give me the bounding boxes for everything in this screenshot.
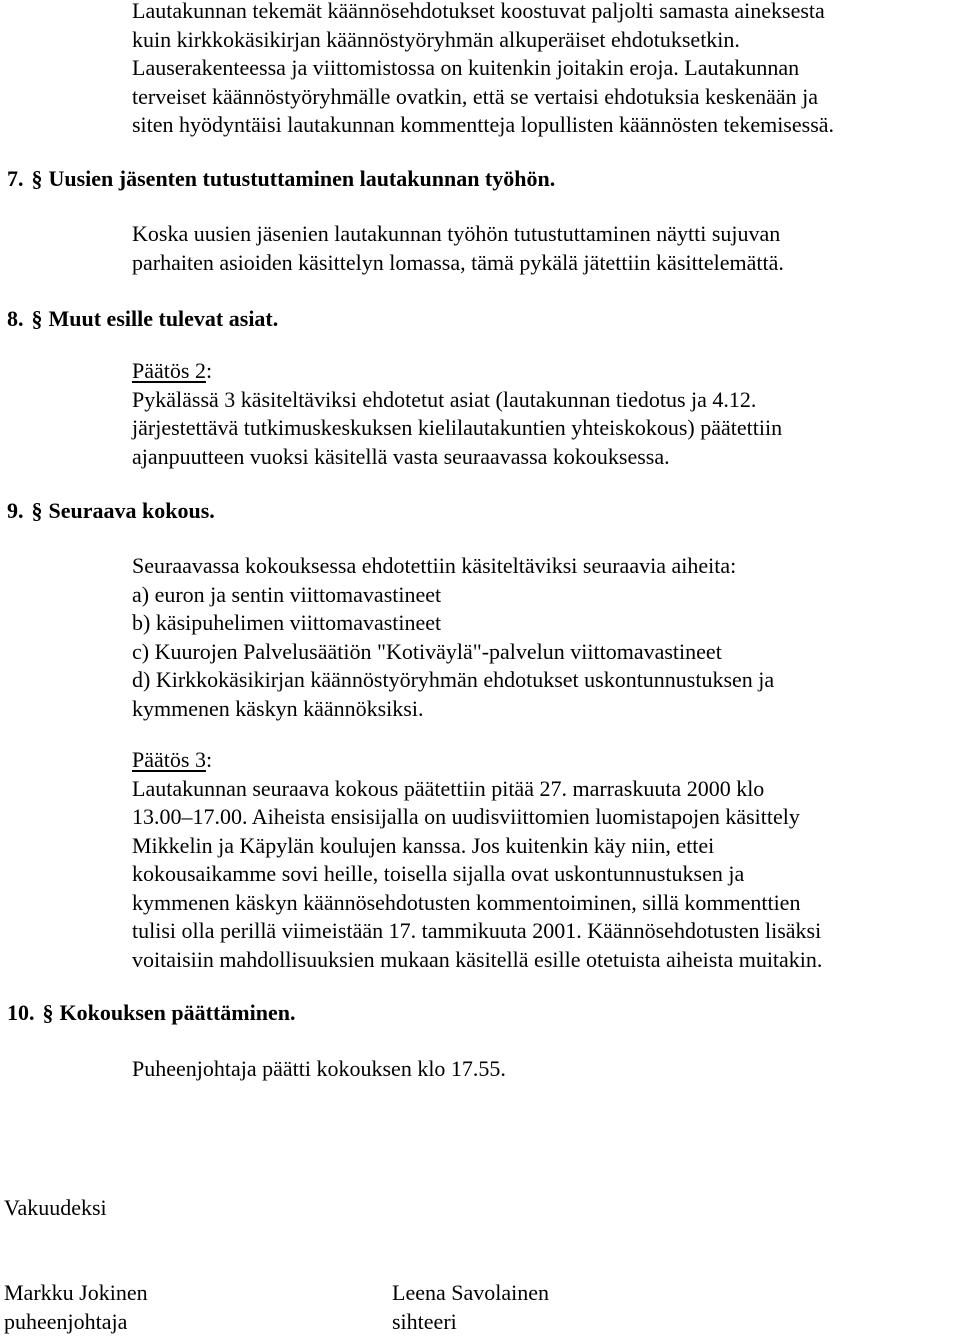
topic-item: a) euron ja sentin viittomavastineet [132,581,952,610]
body-line: 13.00–17.00. Aiheista ensisijalla on uudisviittomien luomistapojen käsittely [132,803,952,832]
body-line: tulisi olla perillä viimeistään 17. tammikuuta 2001. Käännösehdotusten lisäksi [132,917,952,946]
section-9-decision [132,746,952,974]
section-10-body [132,1055,952,1084]
section-10-heading [7,999,295,1028]
secretary-role: sihteeri [392,1308,549,1336]
body-line: Lautakunnan seuraava kokous päätettiin pitää 27. marraskuuta 2000 klo [132,775,952,804]
topic-item: b) käsipuhelimen viittomavastineet [132,609,952,638]
section-title: Seuraava kokous. [49,498,215,523]
section-title: Uusien jäsenten tutustuttaminen lautakunnan työhön. [49,166,556,191]
section-title: Kokouksen päättäminen. [60,1000,296,1025]
topic-item-continued: kymmenen käskyn käännöksiksi. [132,695,952,724]
body-line: Mikkelin ja Käpylän koulujen kanssa. Jos kuitenkin käy niin, ettei [132,832,952,861]
attestation-label: Vakuudeksi [4,1194,107,1223]
chair-name: Markku Jokinen [4,1279,148,1308]
section-symbol: § [32,498,43,523]
section-number: 8. [7,306,24,331]
section-number: 9. [7,498,24,523]
section-symbol: § [32,306,43,331]
secretary-name: Leena Savolainen [392,1279,549,1308]
body-line: Koska uusien jäsenien lautakunnan työhön tutustuttaminen näytti sujuvan [132,220,952,249]
secretary-signature-block [392,1279,549,1336]
section-symbol: § [32,166,43,191]
topic-item: c) Kuurojen Palvelusäätiön "Kotiväylä"-palvelun viittomavastineet [132,638,952,667]
section-8-body [132,357,952,471]
body-line: ajanpuutteen vuoksi käsitellä vasta seuraavassa kokouksessa. [132,443,952,472]
body-line: parhaiten asioiden käsittelyn lomassa, tämä pykälä jätettiin käsittelemättä. [132,249,952,278]
body-line: kokousaikamme sovi heille, toisella sijalla ovat uskontunnustuksen ja [132,860,952,889]
decision-heading [132,746,952,775]
body-line: voitaisiin mahdollisuuksien mukaan käsitellä esille otetuista aiheista muitakin. [132,946,952,975]
decision-label: Päätös 2 [132,358,206,383]
section-7-body [132,220,952,277]
decision-heading [132,357,952,386]
chair-signature-block [4,1279,148,1336]
body-line: järjestettävä tutkimuskeskuksen kielilautakuntien yhteiskokous) päätettiin [132,414,952,443]
intro-line: terveiset käännöstyöryhmälle ovatkin, että se vertaisi ehdotuksia keskenään ja [132,83,952,112]
decision-colon: : [206,358,212,383]
section-9-heading [7,497,215,526]
intro-line: kuin kirkkokäsikirjan käännöstyöryhmän alkuperäiset ehdotuksetkin. [132,26,952,55]
intro-line: siten hyödyntäisi lautakunnan kommentteja lopullisten käännösten tekemisessä. [132,111,952,140]
body-line: Pykälässä 3 käsiteltäviksi ehdotetut asiat (lautakunnan tiedotus ja 4.12. [132,386,952,415]
decision-colon: : [206,747,212,772]
section-7-heading [7,165,555,194]
section-8-heading [7,305,278,334]
section-title: Muut esille tulevat asiat. [49,306,279,331]
body-line: kymmenen käskyn käännösehdotusten kommentoiminen, sillä kommenttien [132,889,952,918]
topics-intro: Seuraavassa kokouksessa ehdotettiin käsiteltäviksi seuraavia aiheita: [132,552,952,581]
section-9-topics [132,552,952,723]
section-symbol: § [43,1000,54,1025]
intro-line: Lautakunnan tekemät käännösehdotukset koostuvat paljolti samasta aineksesta [132,0,952,26]
body-line: Puheenjohtaja päätti kokouksen klo 17.55. [132,1055,952,1084]
intro-line: Lauserakenteessa ja viittomistossa on kuitenkin joitakin eroja. Lautakunnan [132,54,952,83]
chair-role: puheenjohtaja [4,1308,148,1336]
section-number: 10. [7,1000,35,1025]
decision-label: Päätös 3 [132,747,206,772]
topic-item: d) Kirkkokäsikirjan käännöstyöryhmän ehdotukset uskontunnustuksen ja [132,666,952,695]
section-number: 7. [7,166,24,191]
intro-paragraph [132,0,952,140]
